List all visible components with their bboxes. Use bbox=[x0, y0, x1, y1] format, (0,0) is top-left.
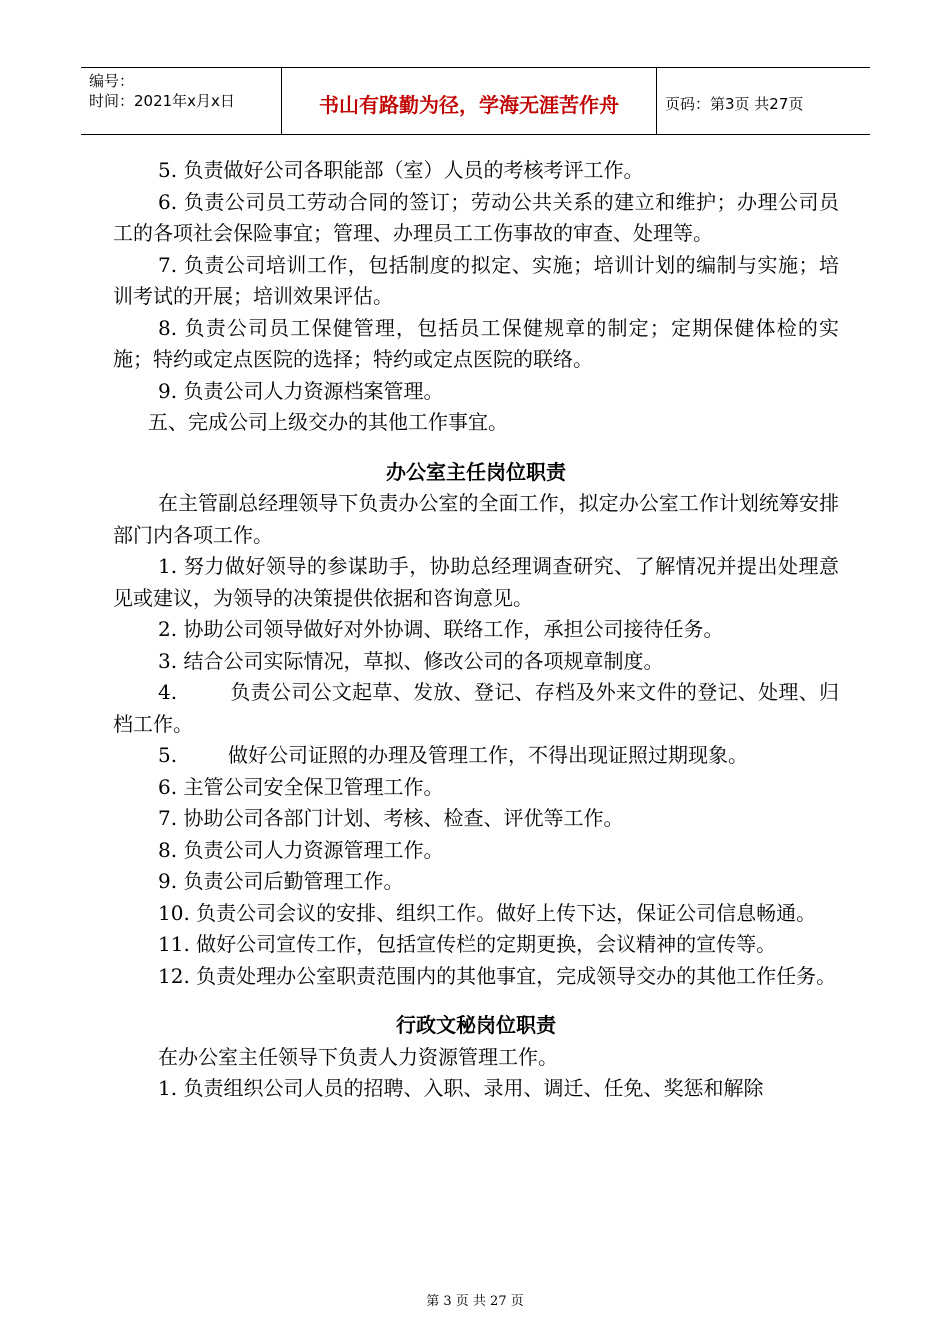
list-item: 7. 协助公司各部门计划、考核、检查、评优等工作。 bbox=[158, 806, 624, 830]
time-label: 时间：2021年x月x日 bbox=[89, 92, 235, 110]
list-item: 9. 负责公司后勤管理工作。 bbox=[158, 869, 404, 893]
list-item: 1. 负责组织公司人员的招聘、入职、录用、调迁、任免、奖惩和解除 bbox=[158, 1076, 764, 1100]
header-motto: 书山有路勤为径，学海无涯苦作舟 bbox=[282, 68, 657, 134]
list-item: 10. 负责公司会议的安排、组织工作。做好上传下达，保证公司信息畅通。 bbox=[158, 900, 817, 925]
page-footer: 第 3 页 共 27 页 bbox=[426, 1294, 524, 1309]
section-title-admin-secretary: 行政文秘岗位职责 bbox=[396, 1013, 556, 1037]
paragraph: 5. 负责做好公司各职能部（室）人员的考核考评工作。 bbox=[158, 158, 644, 182]
section-title-office-director: 办公室主任岗位职责 bbox=[386, 459, 566, 484]
list-item: 8. 负责公司人力资源管理工作。 bbox=[158, 837, 444, 862]
list-item: 6. 主管公司安全保卫管理工作。 bbox=[158, 774, 444, 799]
list-item: 2. 协助公司领导做好对外协调、联络工作，承担公司接待任务。 bbox=[158, 617, 724, 641]
paragraph: 6. 负责公司员工劳动合同的签订；劳动公共关系的建立和维护；办理公司员工的各项社会保险事宜；管理、办理员工工伤事故的审查、处理等。 bbox=[113, 189, 839, 245]
list-item: 5. 做好公司证照的办理及管理工作，不得出现证照过期现象。 bbox=[158, 743, 748, 767]
code-label: 编号： bbox=[89, 72, 135, 90]
list-item: 3. 结合公司实际情况，草拟、修改公司的各项规章制度。 bbox=[158, 648, 664, 673]
document-body bbox=[113, 155, 839, 1105]
section-intro: 在主管副总经理领导下负责办公室的全面工作，拟定办公室工作计划统筹安排部门内各项工作。 bbox=[113, 491, 839, 547]
section-intro: 在办公室主任领导下负责人力资源管理工作。 bbox=[158, 1044, 558, 1069]
list-item: 1. 努力做好领导的参谋助手，协助总经理调查研究、了解情况并提出处理意见或建议，为领导的决策提供依据和咨询意见。 bbox=[113, 554, 839, 610]
paragraph: 9. 负责公司人力资源档案管理。 bbox=[158, 378, 444, 403]
header-page-label: 页码：第3页 共27页 bbox=[665, 94, 804, 113]
list-item: 4. 负责公司公文起草、发放、登记、存档及外来文件的登记、处理、归档工作。 bbox=[113, 680, 839, 736]
list-item: 11. 做好公司宣传工作，包括宣传栏的定期更换，会议精神的宣传等。 bbox=[158, 932, 777, 956]
document-header bbox=[81, 67, 870, 135]
header-meta-cell bbox=[81, 68, 282, 134]
paragraph: 7. 负责公司培训工作，包括制度的拟定、实施；培训计划的编制与实施；培训考试的开展；培训效果评估。 bbox=[113, 252, 839, 308]
paragraph: 8. 负责公司员工保健管理，包括员工保健规章的制定；定期保健体检的实施；特约或定点医院的选择；特约或定点医院的联络。 bbox=[113, 315, 839, 371]
list-item: 12. 负责处理办公室职责范围内的其他事宜，完成领导交办的其他工作任务。 bbox=[158, 963, 837, 988]
paragraph: 五、完成公司上级交办的其他工作事宜。 bbox=[148, 410, 508, 434]
